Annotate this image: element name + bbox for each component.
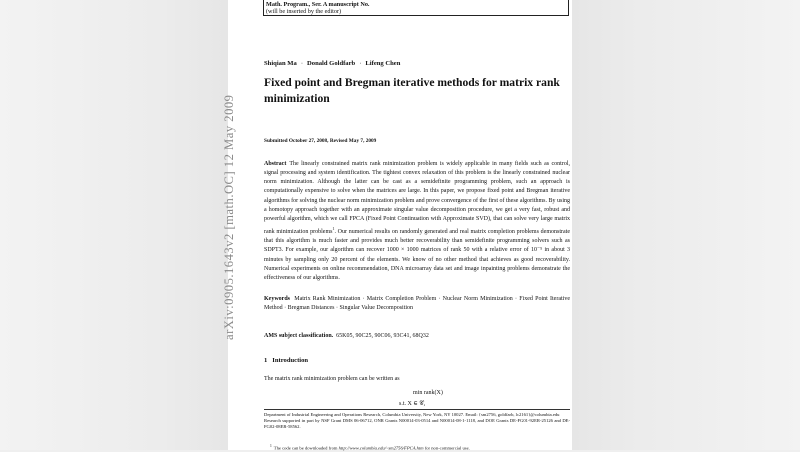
footnote-affiliation: Department of Industrial Engineering and Operations Research, Columbia University, New York, NY 10027. Email: {sm2756, goldfarb, lc2161}@columbia.edu [264, 412, 560, 417]
left-margin [0, 0, 228, 450]
footnote-code-text: The code can be downloaded from [273, 445, 339, 451]
ams-classification [264, 333, 429, 339]
journal-note: (will be inserted by the editor) [266, 8, 342, 15]
author-separator: · [300, 60, 304, 67]
journal-header-box [263, 0, 569, 16]
footnote-code-text-end: for non-commercial use. [423, 445, 470, 451]
author-separator: · [359, 60, 362, 67]
ams-label: AMS subject classification. [264, 333, 334, 339]
paper-title: Fixed point and Bregman iterative methods for matrix rank minimization [264, 76, 560, 105]
submission-date: Submitted October 27, 2008, Revised May 7, 2009 [264, 138, 377, 144]
footnote-code-mark: 1 [270, 444, 272, 448]
abstract [264, 160, 570, 283]
code-download-link[interactable]: http://www.columbia.edu/~sm2756/FPCA.htm [338, 445, 424, 451]
keywords [264, 295, 570, 313]
section-heading [264, 357, 308, 364]
equation-constraint: s.t. X ∈ 𝒞, [399, 401, 426, 407]
footnote-rule [264, 409, 570, 410]
keywords-text: Matrix Rank Minimization · Matrix Completion Problem · Nuclear Norm Minimization · Fixed Point Iterative Method · Bregman Distances · Singular Value Decomposition [264, 296, 571, 312]
right-margin [572, 0, 800, 450]
author-name: Lifeng Chen [365, 60, 401, 67]
author-list [264, 60, 400, 67]
journal-name: Math. Program., Ser. A manuscript No. [266, 1, 370, 8]
author-name: Donald Goldfarb [307, 60, 356, 67]
abstract-label: Abstract [264, 161, 287, 167]
ams-codes: 65K05, 90C25, 90C06, 93C41, 68Q32 [336, 333, 429, 339]
abstract-text-continued: . Our numerical results on randomly generated and real matrix completion problems demonstrate that this algorithm is much faster and provides much better recoverability than semidefinite programming solvers such as SDPT3. For example, our algorithm can recover 1000 × 1000 matrices of rank 50 with a relative error of 10⁻⁵ in about 3 minutes by sampling only 20 percent of the elements. We know of no other method that achieves as good recoverability. Numerical experiments on online recommendation, DNA microarray data set and image inpainting problems demonstrate the effectiveness of our algorithms. [264, 229, 570, 281]
intro-paragraph: The matrix rank minimization problem can be written as [264, 376, 400, 382]
author-name: Shiqian Ma [264, 60, 297, 67]
keywords-label: Keywords [264, 296, 290, 302]
footnote-mark: 1 [332, 226, 335, 232]
arxiv-identifier: arXiv:0905.1643v2 [math.OC] 12 May 2009 [222, 94, 236, 340]
footnote-funding: Research supported in part by NSF Grant DMS 06-06712, ONR Grants N00014-03-0514 and N00014-08-1-1118, and DOE Grants DE-FG01-92ER-25126 and DE-FG02-08ER-58562. [264, 418, 570, 430]
footnote-block [264, 412, 570, 431]
section-number: 1 [264, 357, 268, 364]
equation-objective: min rank(X) [413, 390, 443, 396]
abstract-text: The linearly constrained matrix rank minimization problem is widely applicable in many fields such as control, signal processing and system identification. The tightest convex relaxation of this problem is the linearly constrained nuclear norm minimization. Although the latter can be cast as a semidefinite programming problem, such an approach is computationally expensive to solve when the matrices are large. In this paper, we propose fixed point and Bregman iterative algorithms for solving the nuclear norm minimization problem and prove convergence of the first of these algorithms. By using a homotopy approach together with an approximate singular value decomposition procedure, we get a very fast, robust and powerful algorithm, which we call FPCA (Fixed Point Continuation with Approximate SVD), that can solve very large matrix rank minimization problems [264, 161, 570, 236]
section-title: Introduction [272, 357, 309, 364]
footnote-code [270, 443, 570, 452]
